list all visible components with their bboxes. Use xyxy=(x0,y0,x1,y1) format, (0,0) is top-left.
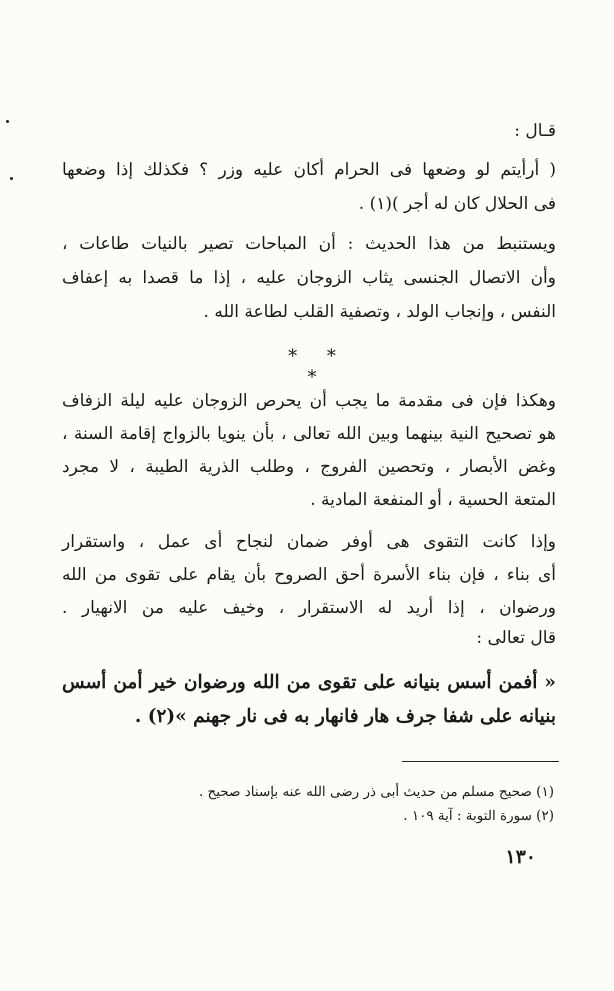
page-number: ١٣٠ xyxy=(505,846,536,868)
section-separator: * * * xyxy=(288,346,348,388)
text-line: وإذا كانت التقوى هى أوفر ضمان لنجاح أى عمل ، واستقرار xyxy=(62,532,556,552)
scan-mark xyxy=(6,120,9,123)
text-line: وغض الأبصار ، وتحصين الفروج ، وطلب الذرية الطيبة ، لا مجرد xyxy=(62,457,556,477)
quran-verse-line: « أفمن أسس بنيانه على تقوى من الله ورضوان خير أمن أسس xyxy=(62,672,556,693)
quran-verse-line: بنيانه على شفا جرف هار فانهار به فى نار جهنم »(٢) . xyxy=(134,706,556,727)
text-line: قال تعالى : xyxy=(476,628,556,648)
text-line: هو تصحيح النية بينهما وبين الله تعالى ، بأن ينويا بالزواج إقامة السنة ، xyxy=(62,424,556,444)
text-line: قـال : xyxy=(514,121,556,141)
text-line: ويستنبط من هذا الحديث : أن المباحات تصير بالنيات طاعات ، xyxy=(62,234,556,254)
text-line: المتعة الحسية ، أو المنفعة المادية . xyxy=(310,490,556,510)
text-line: وأن الاتصال الجنسى يثاب الزوجان عليه ، إذا ما قصدا به إعفاف xyxy=(62,268,556,288)
footnote: (١) صحيح مسلم من حديث أبى ذر رضى الله عنه بإسناد صحيح . xyxy=(198,784,554,800)
text-line: فى الحلال كان له أجر )(١) . xyxy=(358,194,556,214)
text-line: وهكذا فإن فى مقدمة ما يجب أن يحرص الزوجان عليه ليلة الزفاف xyxy=(62,391,556,411)
text-line: ورضوان ، إذا أريد له الاستقرار ، وخيف عليه من الانهيار . xyxy=(62,598,556,618)
text-line: ( أرأيتم لو وضعها فى الحرام أكان عليه وزر ؟ فكذلك إذا وضعها xyxy=(62,160,556,180)
text-line: أى بناء ، فإن بناء الأسرة أحق الصروح بأن يقام على تقوى من الله xyxy=(62,565,556,585)
footnote-divider xyxy=(402,761,559,762)
footnote: (٢) سورة التوبة : آية ١٠٩ . xyxy=(403,808,554,824)
text-line: النفس ، وإنجاب الولد ، وتصفية القلب لطاعة الله . xyxy=(203,302,556,322)
scan-mark xyxy=(10,177,13,180)
